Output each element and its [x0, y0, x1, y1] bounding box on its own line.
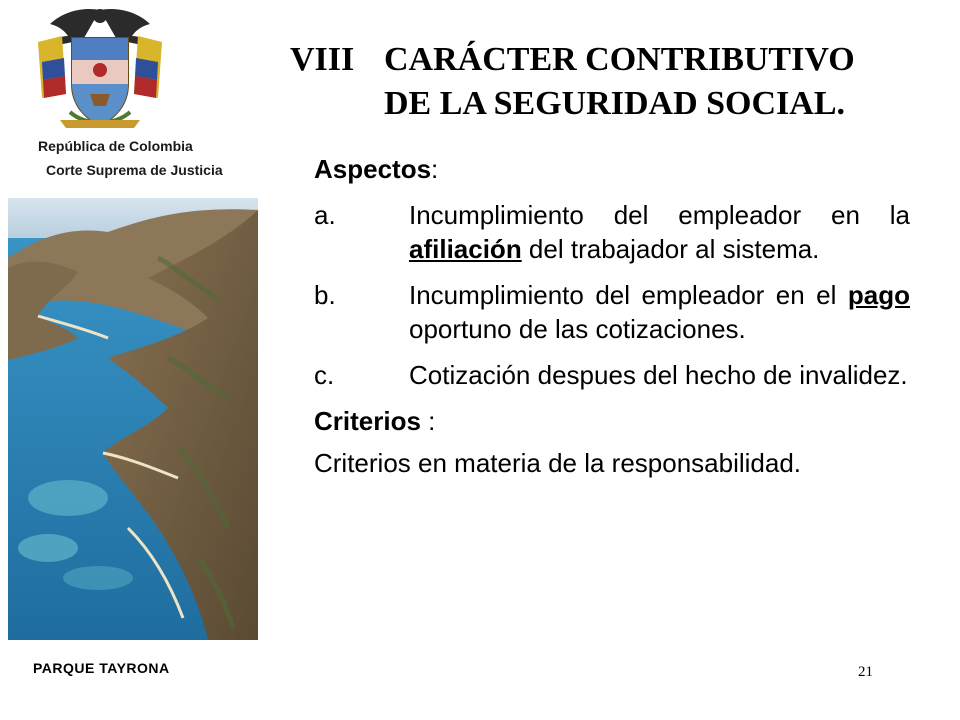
emphasis-term: pago: [847, 280, 910, 310]
criteria-heading-label: Criterios: [314, 406, 421, 436]
coat-of-arms-logo: [30, 2, 170, 132]
slide-body: [314, 152, 910, 476]
title-number: VIII: [290, 41, 355, 78]
title-text-1: CARÁCTER CONTRIBUTIVO: [384, 41, 855, 78]
title-line-2: DE LA SEGURIDAD SOCIAL.: [384, 85, 845, 122]
list-item-text: Cotización despues del hecho de invalidez.: [409, 360, 908, 390]
list-item: [314, 198, 910, 266]
list-marker: a.: [314, 200, 336, 230]
list-item: [314, 278, 910, 346]
text-segment: del trabajador al sistema.: [521, 234, 820, 264]
slide-title: [290, 38, 930, 126]
criteria-heading: [314, 404, 910, 438]
text-segment: oportuno de las cotizaciones.: [409, 314, 746, 344]
criteria-text: Criterios en materia de la responsabilidad.: [314, 448, 802, 478]
criteria-heading-colon: :: [420, 406, 436, 436]
title-line-1: [290, 38, 930, 82]
photo-caption: PARQUE TAYRONA: [33, 660, 170, 676]
tayrona-park-photo: [8, 198, 258, 640]
page-number: 21: [858, 664, 873, 680]
list-item: [314, 358, 910, 392]
list-item-text: [409, 198, 910, 266]
institution-court: Corte Suprema de Justicia: [46, 162, 223, 178]
list-item-text: [409, 278, 910, 346]
list-marker: c.: [314, 360, 335, 390]
aspects-heading-colon: :: [431, 154, 439, 184]
emphasis-term: afiliación: [409, 234, 522, 264]
text-segment: Incumplimiento del empleador en la: [409, 200, 910, 230]
aspects-heading-label: Aspectos: [314, 154, 432, 184]
institution-country: República de Colombia: [38, 138, 193, 154]
aspects-heading: [314, 152, 910, 186]
list-marker: b.: [314, 280, 336, 310]
text-segment: Incumplimiento del empleador en el: [409, 280, 848, 310]
sidebar: [0, 0, 270, 720]
